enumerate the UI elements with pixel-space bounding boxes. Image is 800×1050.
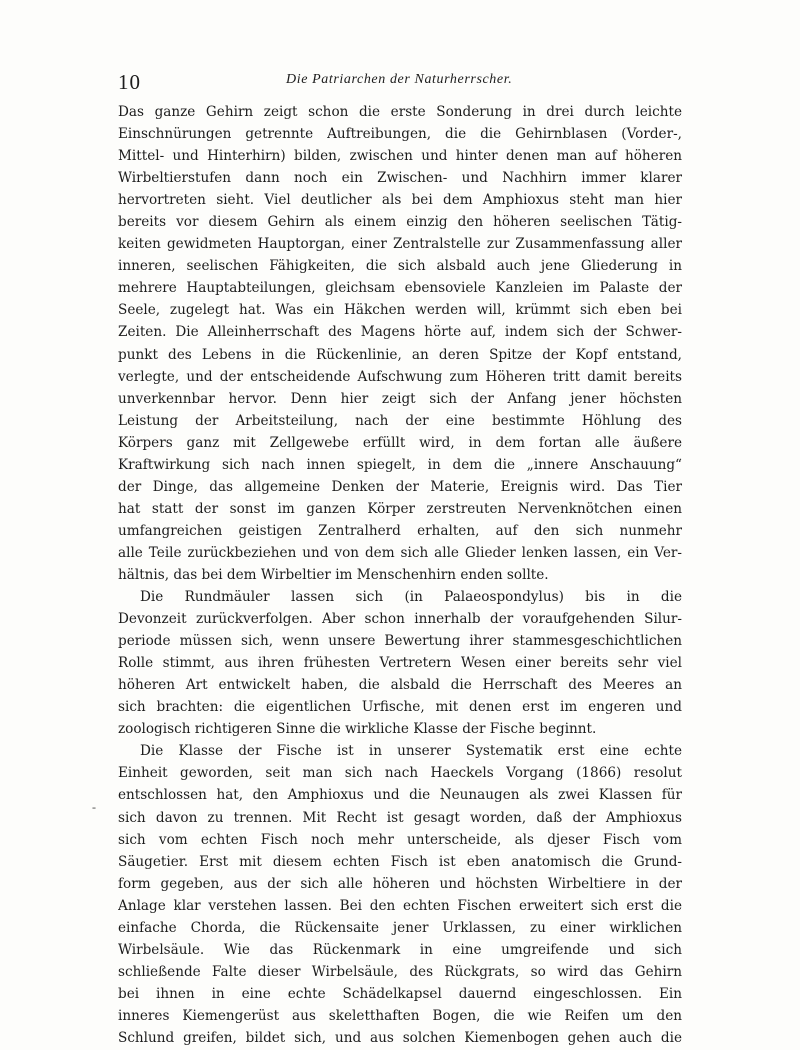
page-header [118,66,682,96]
text-line: Seele, zugelegt hat. Was ein Häkchen werden will, krümmt sich eben bei [118,302,682,319]
text-line: Die Rundmäuler lassen sich (in Palaeospondylus) bis in die [140,589,682,606]
text-line: der Dinge, das allgemeine Denken der Materie, Ereignis wird. Das Tier [118,478,682,495]
text-line: inneren, seelischen Fähigkeiten, die sich alsbald auch jene Gliederung in [118,258,682,275]
text-line: alle Teile zurückbeziehen und von dem sich alle Glieder lenken lassen, ein Ver- [118,544,682,561]
text-line: hervortreten sieht. Viel deutlicher als bei dem Amphioxus steht man hier [118,192,682,209]
text-line: unverkennbar hervor. Denn hier zeigt sich der Anfang jener höchsten [118,390,682,407]
text-line: form gegeben, aus der sich alle höheren und höchsten Wirbeltiere in der [118,875,682,892]
text-line: sich vom echten Fisch noch mehr unterscheide, als djeser Fisch vom [118,831,682,848]
text-line: höheren Art entwickelt haben, die alsbald die Herrschaft des Meeres an [118,677,682,694]
text-line: hältnis, das bei dem Wirbeltier im Menschenhirn enden sollte. [118,566,549,583]
text-line: Mittel- und Hinterhirn) bilden, zwischen und hinter denen man auf höheren [118,148,682,165]
text-line: verlegte, und der entscheidende Aufschwung zum Höheren tritt damit bereits [118,368,682,385]
text-line: Wirbelsäule. Wie das Rückenmark in eine umgreifende und sich [118,941,682,958]
text-line: Zeiten. Die Alleinherrschaft des Magens hörte auf, indem sich der Schwer- [118,324,682,341]
text-line: Anlage klar verstehen lassen. Bei den echten Fischen erweitert sich erst die [118,897,682,914]
text-line: hat statt der sonst im ganzen Körper zerstreuten Nervenknötchen einen [118,500,682,517]
text-line: mehrere Hauptabteilungen, gleichsam ebensoviele Kanzleien im Palaste der [118,280,682,297]
margin-mark: - [92,800,96,814]
text-line: einfache Chorda, die Rückensaite jener Urklassen, zu einer wirklichen [118,919,682,936]
text-line: Säugetier. Erst mit diesem echten Fisch ist eben anatomisch die Grund- [118,853,682,870]
text-line: bereits vor diesem Gehirn als einem einzig den höheren seelischen Tätig- [118,214,682,231]
text-line: Die Klasse der Fische ist in unserer Systematik erst eine echte [140,743,682,760]
body-text [118,101,682,1049]
text-line: Leistung der Arbeitsteilung, nach der eine bestimmte Höhlung des [118,412,682,429]
text-line: Wirbeltierstufen dann noch ein Zwischen- und Nachhirn immer klarer [118,170,682,187]
text-line: Schlund greifen, bildet sich, und aus solchen Kiemenbogen gehen auch die [118,1029,682,1046]
text-line: Das ganze Gehirn zeigt schon die erste Sonderung in drei durch leichte [118,104,682,120]
page-number: 10 [118,70,141,94]
text-line: punkt des Lebens in die Rückenlinie, an deren Spitze der Kopf entstand, [118,346,682,363]
text-line: Rolle stimmt, aus ihren frühesten Vertretern Wesen einer bereits sehr viel [118,655,682,672]
text-line: inneres Kiemengerüst aus skeletthaften Bogen, die wie Reifen um den [118,1007,682,1024]
text-line: sich davon zu trennen. Mit Recht ist gesagt worden, daß der Amphioxus [118,809,682,826]
text-line: Devonzeit zurückverfolgen. Aber schon innerhalb der voraufgehenden Silur- [118,611,682,628]
text-line: umfangreichen geistigen Zentralherd erhalten, auf den sich nunmehr [118,522,682,539]
text-line: Einschnürungen getrennte Auftreibungen, die die Gehirnblasen (Vorder-, [118,126,682,143]
text-line: sich brachten: die eigentlichen Urfische, mit denen erst im engeren und [118,699,682,716]
text-line: zoologisch richtigeren Sinne die wirkliche Klasse der Fische beginnt. [118,721,597,738]
text-line: keiten gewidmeten Hauptorgan, einer Zentralstelle zur Zusammenfassung aller [118,236,682,253]
text-line: periode müssen sich, wenn unsere Bewertung ihrer stammesgeschichtlichen [118,633,682,650]
text-line: Kraftwirkung sich nach innen spiegelt, in dem die „innere Anschauung“ [118,456,682,473]
text-line: schließende Falte dieser Wirbelsäule, des Rückgrats, so wird das Gehirn [118,963,682,980]
text-line: bei ihnen in eine echte Schädelkapsel dauernd eingeschlossen. Ein [118,985,682,1002]
text-line: entschlossen hat, den Amphioxus und die Neunaugen als zwei Klassen für [118,787,682,804]
text-line: Einheit geworden, seit man sich nach Haeckels Vorgang (1866) resolut [118,765,682,782]
text-line: Körpers ganz mit Zellgewebe erfüllt wird, in dem fortan alle äußere [118,434,682,451]
running-head: Die Patriarchen der Naturherrscher. [286,72,513,87]
